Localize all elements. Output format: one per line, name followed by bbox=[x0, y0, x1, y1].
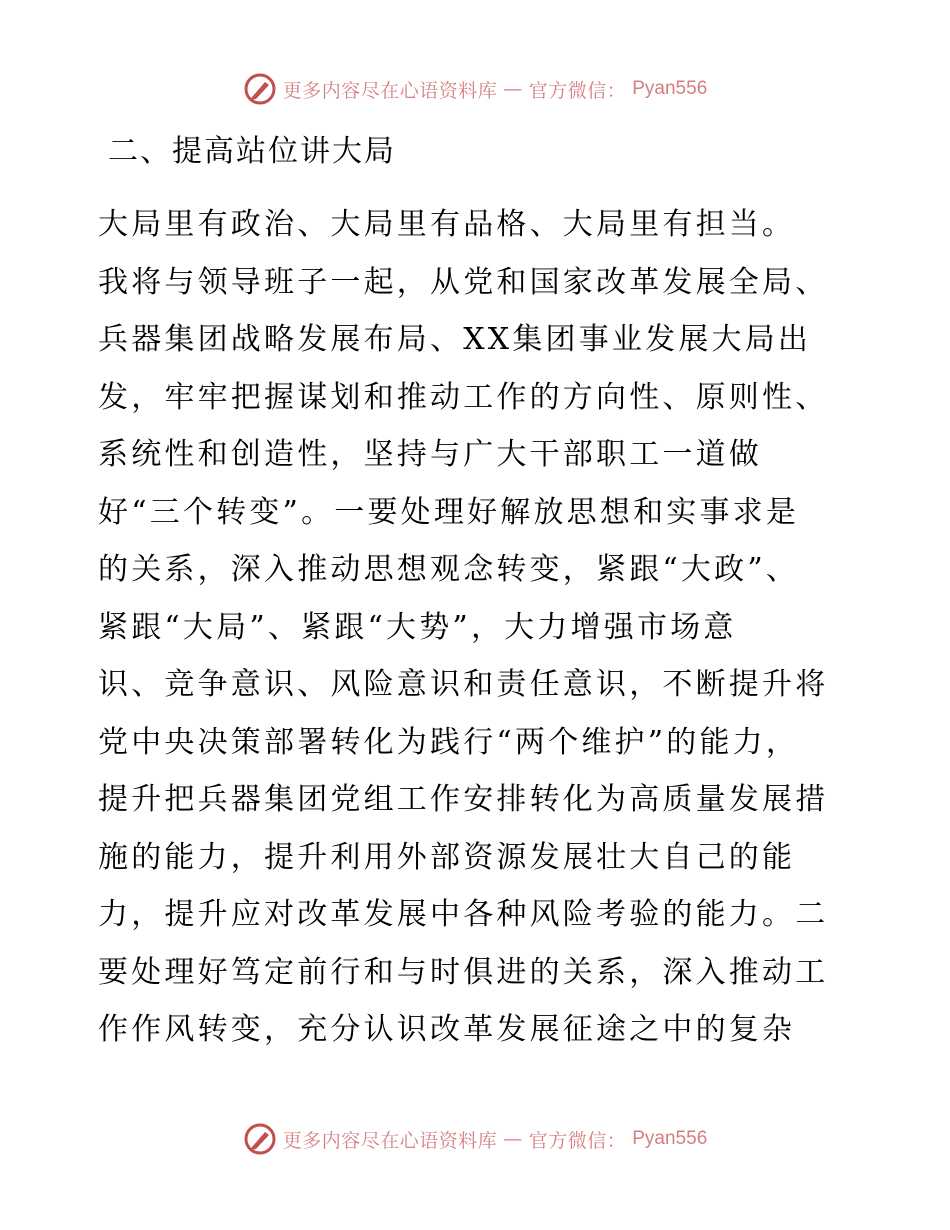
header-watermark bbox=[0, 72, 950, 106]
watermark-dash: — bbox=[503, 78, 523, 100]
body-line: 大局里有政治、大局里有品格、大局里有担当。 bbox=[98, 207, 796, 242]
watermark-wechat-label: 官方微信： bbox=[528, 79, 627, 102]
footer-watermark bbox=[0, 1122, 950, 1156]
section-heading: 二、提高站位讲大局 bbox=[108, 134, 396, 169]
watermark-wechat-id: Pyan556 bbox=[632, 78, 708, 99]
watermark-text: 更多内容尽在心语资料库 bbox=[282, 1129, 498, 1152]
body-paragraph bbox=[98, 196, 858, 1059]
body-line: 要处理好笃定前行和与时俱进的关系，深入推动工 bbox=[98, 954, 829, 990]
body-line: 识、竞争意识、风险意识和责任意识，不断提升将 bbox=[98, 667, 829, 702]
body-line: 力，提升应对改革发展中各种风险考验的能力。二 bbox=[98, 897, 829, 932]
body-line: 我将与领导班子一起，从党和国家改革发展全局、 bbox=[98, 264, 829, 300]
body-line: 的关系，深入推动思想观念转变，紧跟“大政”、 bbox=[98, 552, 800, 587]
body-line: 提升把兵器集团党组工作安排转化为高质量发展措 bbox=[98, 782, 829, 817]
watermark-dash: — bbox=[503, 1128, 523, 1150]
body-line: 发，牢牢把握谋划和推动工作的方向性、原则性、 bbox=[98, 379, 829, 415]
pen-logo-icon bbox=[243, 72, 277, 106]
body-line: 作作风转变，充分认识改革发展征途之中的复杂 bbox=[98, 1012, 796, 1047]
watermark-wechat-id: Pyan556 bbox=[632, 1128, 708, 1149]
body-line: 党中央决策部署转化为践行“两个维护”的能力， bbox=[98, 724, 800, 760]
body-line: 施的能力，提升利用外部资源发展壮大自己的能 bbox=[98, 839, 796, 875]
watermark-text: 更多内容尽在心语资料库 bbox=[282, 79, 498, 102]
pen-logo-icon bbox=[243, 1122, 277, 1156]
body-line: 兵器集团战略发展布局、XX集团事业发展大局出 bbox=[98, 322, 812, 357]
body-line: 系统性和创造性，坚持与广大干部职工一道做 bbox=[98, 437, 762, 472]
watermark-wechat-label: 官方微信： bbox=[528, 1129, 627, 1152]
body-line: 好“三个转变”。一要处理好解放思想和实事求是 bbox=[98, 494, 800, 530]
body-line: 紧跟“大局”、紧跟“大势”，大力增强市场意 bbox=[98, 609, 737, 645]
